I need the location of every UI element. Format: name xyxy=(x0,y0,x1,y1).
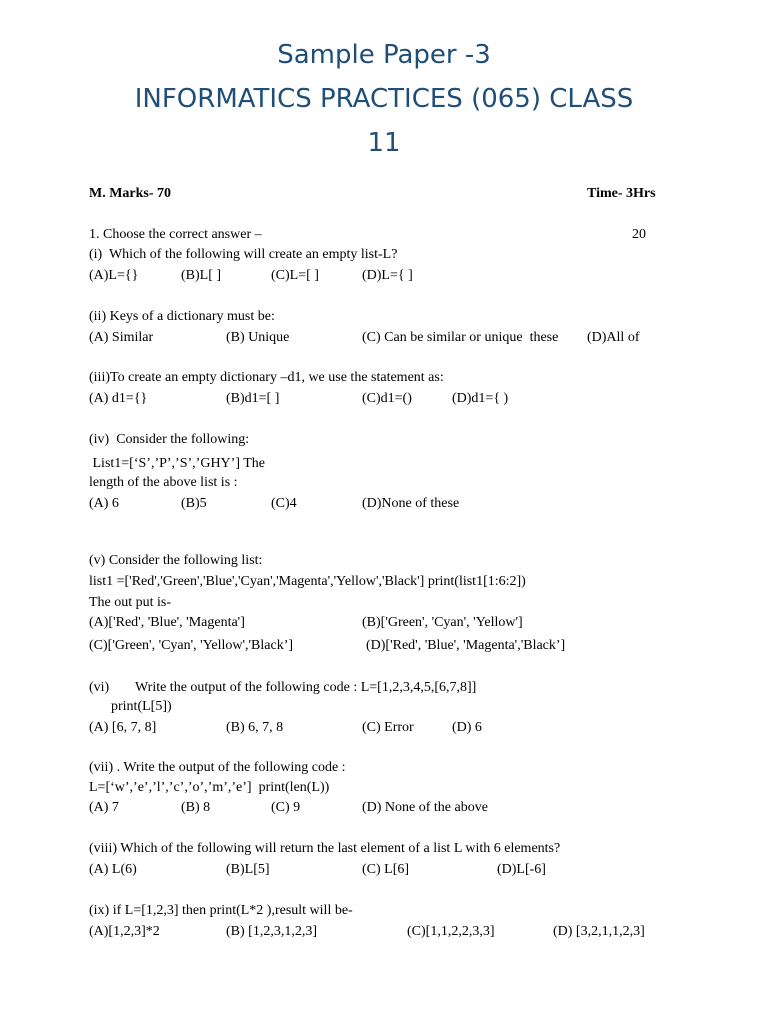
paper-title: Sample Paper -3 xyxy=(277,40,491,70)
q8-option-c: (C) L[6] xyxy=(362,862,410,877)
q5-option-d: (D)['Red', 'Blue', 'Magenta','Black’] xyxy=(366,638,566,653)
time-allowed: Time- 3Hrs xyxy=(587,186,656,201)
section-instruction: 1. Choose the correct answer – xyxy=(89,227,262,242)
q2-option-d: (D)All of xyxy=(587,330,640,345)
q4-option-a: (A) 6 xyxy=(89,496,119,511)
q5-option-a: (A)['Red', 'Blue', 'Magenta'] xyxy=(89,615,245,630)
q7-option-c: (C) 9 xyxy=(271,800,301,815)
q8-option-d: (D)L[-6] xyxy=(497,862,546,877)
q4-option-c: (C)4 xyxy=(271,496,297,511)
q9-text: (ix) if L=[1,2,3] then print(L*2 ),result will be- xyxy=(89,903,353,918)
q1-option-a: (A)L={} xyxy=(89,268,139,283)
q8-text: (viii) Which of the following will return the last element of a list L with 6 elements? xyxy=(89,841,561,856)
q3-option-c: (C)d1=() xyxy=(362,391,412,406)
q2-option-c: (C) Can be similar or unique these xyxy=(362,330,559,345)
q7-text: (vii) . Write the output of the following code : xyxy=(89,760,346,775)
q1-text: (i) Which of the following will create an empty list-L? xyxy=(89,247,398,262)
q1-option-d: (D)L={ ] xyxy=(362,268,413,283)
q6-number: (vi) xyxy=(89,680,110,695)
q3-option-b: (B)d1=[ ] xyxy=(226,391,280,406)
q3-option-d: (D)d1={ ) xyxy=(452,391,509,406)
q4-line-3: length of the above list is : xyxy=(89,475,238,490)
q2-option-a: (A) Similar xyxy=(89,330,154,345)
section-marks: 20 xyxy=(632,227,646,242)
max-marks: M. Marks- 70 xyxy=(89,186,172,201)
q5-line-3: The out put is- xyxy=(89,595,172,610)
q5-line-2: list1 =['Red','Green','Blue','Cyan','Magenta','Yellow','Black'] print(list1[1:6:2]) xyxy=(89,574,526,589)
q9-option-c: (C)[1,1,2,2,3,3] xyxy=(407,924,495,939)
q9-option-d: (D) [3,2,1,1,2,3] xyxy=(553,924,645,939)
q5-option-b: (B)['Green', 'Cyan', 'Yellow'] xyxy=(362,615,523,630)
q5-text: (v) Consider the following list: xyxy=(89,553,263,568)
q7-option-b: (B) 8 xyxy=(181,800,211,815)
q6-option-d: (D) 6 xyxy=(452,720,482,735)
q1-option-c: (C)L=[ ] xyxy=(271,268,319,283)
subject-title: INFORMATICS PRACTICES (065) CLASS xyxy=(134,84,634,114)
q6-option-c: (C) Error xyxy=(362,720,414,735)
q3-text: (iii)To create an empty dictionary –d1, we use the statement as: xyxy=(89,370,444,385)
q3-option-a: (A) d1={} xyxy=(89,391,148,406)
q6-option-b: (B) 6, 7, 8 xyxy=(226,720,284,735)
q5-option-c: (C)['Green', 'Cyan', 'Yellow','Black’] xyxy=(89,638,294,653)
q8-option-b: (B)L[5] xyxy=(226,862,270,877)
q7-option-d: (D) None of the above xyxy=(362,800,488,815)
q2-option-b: (B) Unique xyxy=(226,330,290,345)
q4-option-b: (B)5 xyxy=(181,496,207,511)
q4-option-d: (D)None of these xyxy=(362,496,460,511)
q6-text: Write the output of the following code : L=[1,2,3,4,5,[6,7,8]] xyxy=(135,680,477,695)
q7-line-2: L=[‘w’,’e’,’l’,’c’,’o’,’m’,’e’] print(len(L)) xyxy=(89,780,330,795)
q4-line-2: List1=[‘S’,’P’,’S’,’GHY’] The xyxy=(89,456,265,471)
q6-line-2: print(L[5]) xyxy=(111,699,172,714)
q8-option-a: (A) L(6) xyxy=(89,862,137,877)
q7-option-a: (A) 7 xyxy=(89,800,119,815)
class-number: 11 xyxy=(367,128,401,158)
q6-option-a: (A) [6, 7, 8] xyxy=(89,720,157,735)
q9-option-a: (A)[1,2,3]*2 xyxy=(89,924,160,939)
q1-option-b: (B)L[ ] xyxy=(181,268,222,283)
q2-text: (ii) Keys of a dictionary must be: xyxy=(89,309,275,324)
q4-text: (iv) Consider the following: xyxy=(89,432,250,447)
q9-option-b: (B) [1,2,3,1,2,3] xyxy=(226,924,317,939)
